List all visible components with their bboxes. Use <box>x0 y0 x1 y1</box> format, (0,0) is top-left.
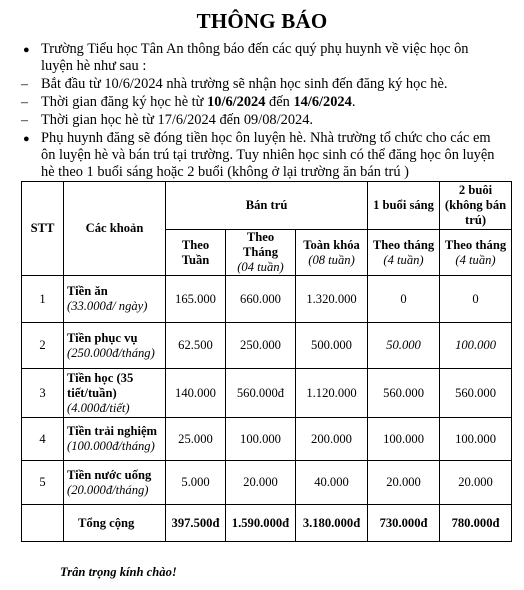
table-header-row <box>22 182 512 230</box>
subheader-2-buoi-note: (4 tuần) <box>455 252 496 267</box>
row-item-note: (4.000đ/tiết) <box>67 400 130 415</box>
row-item-note: (100.000đ/tháng) <box>67 439 155 453</box>
row-thang: 660.000 <box>226 276 296 323</box>
bullet-icon: ● <box>23 133 30 145</box>
subheader-2-buoi-label: Theo tháng <box>444 237 507 252</box>
header-2-buoi-note: (không bán trú) <box>444 198 507 227</box>
fee-table <box>21 181 512 542</box>
row-toan: 40.000 <box>296 461 368 505</box>
row-item <box>64 276 166 323</box>
row-toan: 200.000 <box>296 418 368 461</box>
register-period-line <box>41 94 355 111</box>
row-item <box>64 323 166 369</box>
row-tuan: 140.000 <box>166 369 226 418</box>
row-2-buoi: 560.000 <box>440 369 512 418</box>
dash-icon: – <box>21 113 28 128</box>
row-item <box>64 369 166 418</box>
header-2-buoi <box>440 182 512 230</box>
subheader-toan-label: Toàn khóa <box>303 237 360 252</box>
row-item-note: (33.000đ/ ngày) <box>67 299 148 313</box>
subheader-thang-note: (04 tuần) <box>237 260 284 274</box>
row-thang: 250.000 <box>226 323 296 369</box>
subheader-toan-note: (08 tuần) <box>308 252 355 267</box>
row-thang: 100.000 <box>226 418 296 461</box>
note-line-1: Phụ huynh đăng sẽ đóng tiền học ôn luyện hè. Nhà trường tổ chức cho các em <box>41 130 491 146</box>
header-2-buoi-label: 2 buôi <box>458 183 493 197</box>
subheader-2-buoi-thang <box>440 230 512 276</box>
row-1-buoi: 20.000 <box>368 461 440 505</box>
row-item <box>64 418 166 461</box>
subheader-tuan: Theo Tuần <box>166 230 226 276</box>
row-2-buoi: 20.000 <box>440 461 512 505</box>
row-1-buoi: 0 <box>368 276 440 323</box>
row-toan: 1.120.000 <box>296 369 368 418</box>
register-period-end: . <box>351 94 356 110</box>
row-stt: 5 <box>22 461 64 505</box>
row-item-name: Tiền ăn <box>67 284 108 298</box>
note-line-2: ôn luyện hè và bán trú tại trường. Tuy nhiên học sinh có thể đăng học ôn luyện <box>41 147 495 163</box>
row-tuan: 25.000 <box>166 418 226 461</box>
row-thang: 20.000 <box>226 461 296 505</box>
total-2-buoi: 780.000đ <box>440 505 512 542</box>
page-title: THÔNG BÁO <box>196 9 328 33</box>
row-item-name: Tiền phục vụ <box>67 330 138 345</box>
subheader-1-buoi-note: (4 tuần) <box>383 252 424 267</box>
row-1-buoi: 50.000 <box>368 323 440 369</box>
total-1-buoi: 730.000đ <box>368 505 440 542</box>
intro-line-1: Trường Tiểu học Tân An thông báo đến các quý phụ huynh về việc học ôn <box>41 41 469 57</box>
study-period-line: Thời gian học hè từ 17/6/2024 đến 09/08/2024. <box>41 112 314 128</box>
row-2-buoi: 100.000 <box>440 323 512 369</box>
register-period-prefix: Thời gian đăng ký học hè từ <box>41 94 208 110</box>
row-tuan: 165.000 <box>166 276 226 323</box>
register-period-mid: đến <box>265 94 294 110</box>
row-stt: 1 <box>22 276 64 323</box>
row-2-buoi: 100.000 <box>440 418 512 461</box>
table-row <box>22 369 512 418</box>
total-toan: 3.180.000đ <box>296 505 368 542</box>
table-row <box>22 418 512 461</box>
table-row <box>22 461 512 505</box>
row-tuan: 5.000 <box>166 461 226 505</box>
subheader-thang-label: Theo Tháng <box>242 230 278 259</box>
row-item-note: (20.000đ/tháng) <box>67 482 149 497</box>
row-item-name: Tiền học (35 tiết/tuần) <box>67 370 134 400</box>
total-tuan: 397.500đ <box>166 505 226 542</box>
row-item <box>64 461 166 505</box>
header-1-buoi: 1 buổi sáng <box>368 182 440 230</box>
subheader-1-buoi-label: Theo tháng <box>372 237 435 252</box>
row-1-buoi: 100.000 <box>368 418 440 461</box>
row-thang: 560.000đ <box>226 369 296 418</box>
table-total-row <box>22 505 512 542</box>
row-stt: 2 <box>22 323 64 369</box>
table-row <box>22 276 512 323</box>
row-item-name: Tiền trải nghiệm <box>67 424 158 438</box>
total-label: Tổng cộng <box>64 505 166 542</box>
total-stt-cell <box>22 505 64 542</box>
row-1-buoi: 560.000 <box>368 369 440 418</box>
row-stt: 3 <box>22 369 64 418</box>
note-line-3: hè theo 1 buổi sáng hoặc 2 buổi (không ở lại trường ăn bán trú ) <box>41 164 409 180</box>
closing-text: Trân trọng kính chào! <box>60 565 177 579</box>
intro-line-2: luyện hè như sau : <box>41 58 147 74</box>
dash-icon: – <box>21 95 28 110</box>
row-stt: 4 <box>22 418 64 461</box>
subheader-thang <box>226 230 296 276</box>
header-items: Các khoản <box>64 182 166 276</box>
row-item-note: (250.000đ/tháng) <box>67 345 155 360</box>
bullet-icon: ● <box>23 44 30 56</box>
row-tuan: 62.500 <box>166 323 226 369</box>
total-thang: 1.590.000đ <box>226 505 296 542</box>
register-to-date: 14/6/2024 <box>293 94 352 110</box>
register-from-date: 10/6/2024 <box>207 94 266 110</box>
row-item-name: Tiền nước uống <box>67 467 152 482</box>
subheader-toan-khoa <box>296 230 368 276</box>
row-toan: 500.000 <box>296 323 368 369</box>
table-row <box>22 323 512 369</box>
register-start-line: Bắt đầu từ 10/6/2024 nhà trường sẽ nhận học sinh đến đăng ký học hè. <box>41 76 448 92</box>
header-stt: STT <box>22 182 64 276</box>
dash-icon: – <box>21 77 28 92</box>
subheader-1-buoi-thang <box>368 230 440 276</box>
row-toan: 1.320.000 <box>296 276 368 323</box>
row-2-buoi: 0 <box>440 276 512 323</box>
header-ban-tru: Bán trú <box>166 182 368 230</box>
